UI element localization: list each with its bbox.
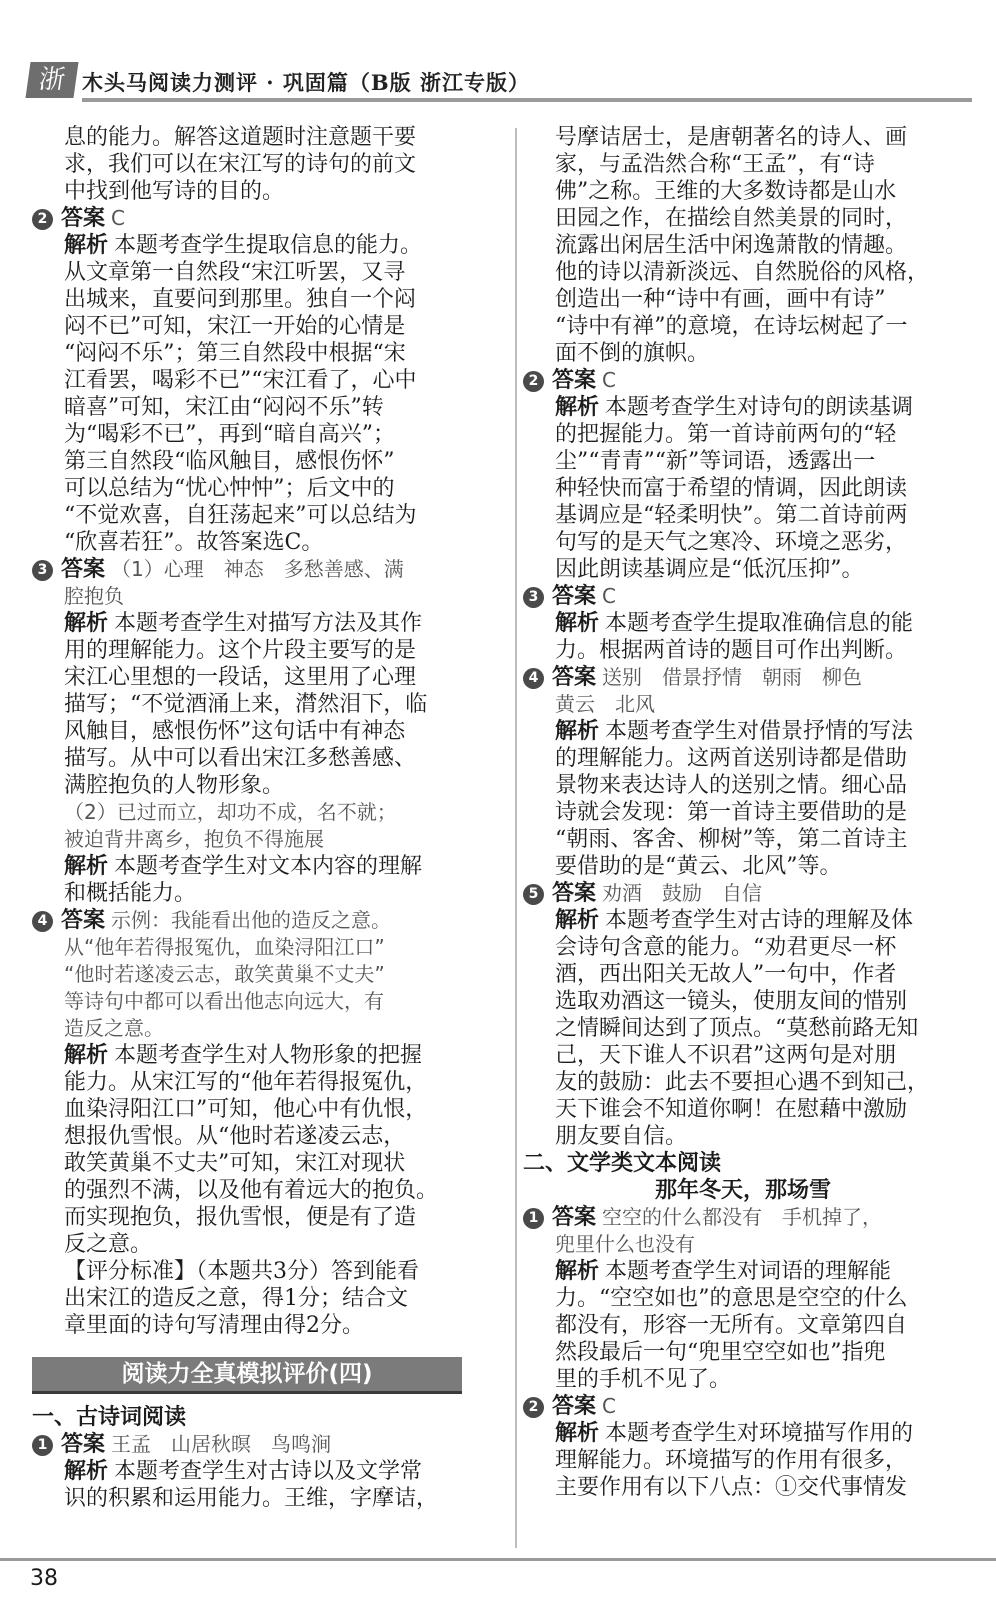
answer-text: C (602, 1394, 616, 1418)
text-line: 暗喜”可知，宋江由“闷闷不乐”转 (64, 395, 384, 420)
analysis-text: 本题考查学生对古诗以及文学常 (114, 1459, 423, 1484)
section-title: 一、古诗词阅读 (32, 1405, 187, 1430)
text-line: 景物来表达诗人的送别之情。细心品 (555, 773, 908, 798)
poetry-question-1 (32, 1431, 462, 1512)
answer-text: 空空的什么都没有 手机掉了， (602, 1205, 883, 1229)
answer-text: 黄云 北风 (555, 692, 655, 716)
analysis-label: 解析 (64, 610, 109, 636)
answer-text: C (602, 368, 616, 392)
answer-label: 答案 (552, 1393, 597, 1419)
text-line: 尘”“青青”“新”等词语，透露出一 (555, 449, 876, 474)
question-number-badge: 5 (523, 884, 544, 905)
text-line: 然段最后一句“兜里空空如也”指兜 (555, 1340, 886, 1365)
question-number-badge: 2 (523, 371, 544, 392)
text-line: 句写的是天气之寒冷、环境之恶劣， (555, 530, 908, 555)
text-line: 都没有，形容一无所有。文章第四自 (555, 1313, 908, 1338)
scoring-line: 【评分标准】（本题共3分）答到能看 (64, 1259, 419, 1284)
section-banner: 阅读力全真模拟评价(四) (32, 1357, 462, 1394)
page-number: 38 (30, 1566, 58, 1591)
analysis-text: 本题考查学生对描写方法及其作 (114, 611, 423, 636)
analysis-text: 本题考查学生对古诗的理解及体 (605, 908, 914, 933)
answer-text: 被迫背井离乡，抱负不得施展 (64, 827, 324, 851)
question-number-badge: 3 (523, 587, 544, 608)
analysis-text: 本题考查学生提取信息的能力。 (114, 233, 423, 258)
scoring-line: 章里面的诗句写清理由得2分。 (64, 1313, 364, 1338)
text-line: 之情瞬间达到了顶点。“莫愁前路无知 (555, 1016, 919, 1041)
column-divider (515, 128, 517, 1548)
text-line: “不觉欢喜，自狂荡起来”可以总结为 (64, 503, 417, 528)
left-column (32, 124, 462, 1512)
text-line: 要借助的是“黄云、北风”等。 (555, 854, 842, 879)
text-line: 的把握能力。第一首诗前两句的“轻 (555, 422, 897, 447)
text-line: 的理解能力。这两首送别诗都是借助 (555, 746, 908, 771)
poetry-question-5 (523, 880, 963, 1150)
answer-label: 答案 (61, 556, 106, 582)
analysis-text: 本题考查学生对人物形象的把握 (114, 1043, 423, 1068)
question-number-badge: 1 (32, 1435, 53, 1456)
analysis-label: 解析 (64, 232, 109, 258)
question-number-badge: 4 (523, 668, 544, 689)
answer-text: 兜里什么也没有 (555, 1232, 695, 1256)
question-number-badge: 1 (523, 1208, 544, 1229)
answer-label: 答案 (552, 664, 597, 690)
text-line: 江看罢，喝彩不已”“宋江看了，心中 (64, 368, 417, 393)
text-line: 反之意。 (64, 1232, 153, 1257)
text-line: 能力。从宋江写的“他年若得报冤仇， (64, 1070, 428, 1095)
text-line: 用的理解能力。这个片段主要写的是 (64, 638, 417, 663)
analysis-label: 解析 (555, 1258, 600, 1284)
text-line: 宋江心里想的一段话，这里用了心理 (64, 665, 417, 690)
poetry-question-2 (523, 367, 963, 583)
reading-question-2 (523, 1393, 963, 1501)
text-line: 田园之作，在描绘自然美景的同时， (555, 206, 908, 231)
analysis-label: 解析 (555, 394, 600, 420)
answer-text: 示例：我能看出他的造反之意。 (111, 908, 392, 932)
text-line: “朝雨、客舍、柳树”等，第二首诗主 (555, 827, 908, 852)
text-line: 会诗句含意的能力。“劝君更尽一杯 (555, 935, 897, 960)
text-line: 种轻快而富于希望的情调，因此朗读 (555, 476, 908, 501)
question-3 (32, 556, 462, 907)
text-line: 敢笑黄巢不丈夫”可知，宋江对现状 (64, 1151, 406, 1176)
text-line: 流露出闲居生活中闲逸萧散的情趣。 (555, 233, 908, 258)
question-number-badge: 2 (523, 1397, 544, 1418)
question-4 (32, 907, 462, 1339)
analysis-text: 本题考查学生提取准确信息的能 (605, 611, 914, 636)
text-line: 中找到他写诗的目的。 (64, 179, 285, 204)
page-header (0, 0, 996, 100)
answer-text: 从“他年若得报冤仇，血染浔阳江口” (64, 935, 385, 959)
analysis-label: 解析 (555, 907, 600, 933)
scoring-line: 出宋江的造反之意，得1分；结合文 (64, 1286, 408, 1311)
answer-text: 造反之意。 (64, 1016, 164, 1040)
text-line: 和概括能力。 (64, 881, 197, 906)
text-line: 描写。从中可以看出宋江多愁善感、 (64, 746, 417, 771)
analysis-text: 本题考查学生对环境描写作用的 (605, 1421, 914, 1446)
text-line: 的强烈不满，以及他有着远大的抱负。 (64, 1178, 439, 1203)
text-line: 求，我们可以在宋江写的诗句的前文 (64, 152, 417, 177)
analysis-label: 解析 (555, 610, 600, 636)
text-line: 佛”之称。王维的大多数诗都是山水 (555, 179, 897, 204)
text-line: 面不倒的旗帜。 (555, 341, 710, 366)
province-logo: 浙 (25, 62, 78, 98)
book-title: 木头马阅读力测评 · 巩固篇（B版 浙江专版） (82, 70, 530, 95)
text-line: 出城来，直要问到那里。独自一个闷 (64, 287, 417, 312)
analysis-text: 本题考查学生对词语的理解能 (605, 1259, 892, 1284)
analysis-label: 解析 (555, 718, 600, 744)
analysis-label: 解析 (64, 1458, 109, 1484)
analysis-label: 解析 (64, 853, 109, 879)
text-line: 闷不已”可知，宋江一开始的心情是 (64, 314, 406, 339)
text-line: 天下谁会不知道你啊！在慰藉中激励 (555, 1097, 908, 1122)
answer-label: 答案 (61, 1431, 106, 1457)
text-line: 描写；“不觉酒涌上来，潸然泪下，临 (64, 692, 428, 717)
text-line: 家，与孟浩然合称“王孟”，有“诗 (555, 152, 875, 177)
text-line: 酒，西出阳关无故人”一句中，作者 (555, 962, 897, 987)
text-line: 因此朗读基调应是“低沉压抑”。 (555, 557, 864, 582)
analysis-label: 解析 (64, 1042, 109, 1068)
answer-label: 答案 (552, 367, 597, 393)
header-rule (82, 98, 972, 102)
text-line: 风触目，感恨伤怀”这句话中有神态 (64, 719, 406, 744)
poetry-question-4 (523, 664, 963, 880)
text-line: 血染浔阳江口”可知，他心中有仇恨， (64, 1097, 428, 1122)
text-line: 己，天下谁人不识君”这两句是对朋 (555, 1043, 897, 1068)
text-line: 友的鼓励：此去不要担心遇不到知己， (555, 1070, 930, 1095)
answer-label: 答案 (61, 907, 106, 933)
analysis-text: 本题考查学生对借景抒情的写法 (605, 719, 914, 744)
answer-label: 答案 (552, 880, 597, 906)
text-line: 主要作用有以下八点：①交代事情发 (555, 1475, 908, 1500)
text-line: “闷闷不乐”；第三自然段中根据“宋 (64, 341, 406, 366)
answer-text: C (602, 584, 616, 608)
answer-text: （2）已过而立，却功不成，名不就； (64, 800, 397, 824)
reading-question-1 (523, 1204, 963, 1393)
left-intro (32, 124, 462, 205)
text-line: 力。“空空如也”的意思是空空的什么 (555, 1286, 908, 1311)
answer-label: 答案 (61, 205, 106, 231)
answer-text: C (111, 206, 125, 230)
right-intro (523, 124, 963, 367)
text-line: 号摩诘居士，是唐朝著名的诗人、画 (555, 125, 908, 150)
answer-label: 答案 (552, 1204, 597, 1230)
question-2 (32, 205, 462, 556)
story-title: 那年冬天，那场雪 (654, 1178, 831, 1203)
text-line: 想报仇雪恨。从“他时若遂凌云志， (64, 1124, 406, 1149)
text-line: 可以总结为“忧心忡忡”；后文中的 (64, 476, 395, 501)
text-line: 第三自然段“临风触目，感恨伤怀” (64, 449, 395, 474)
answer-label: 答案 (552, 583, 597, 609)
text-line: 息的能力。解答这道题时注意题干要 (64, 125, 417, 150)
text-line: 基调应是“轻柔明快”。第二首诗前两 (555, 503, 908, 528)
text-line: 选取劝酒这一镜头，使朋友间的惜别 (555, 989, 908, 1014)
section-title: 二、文学类文本阅读 (523, 1151, 722, 1176)
text-line: 力。根据两首诗的题目可作出判断。 (555, 638, 908, 663)
text-line: 朋友要自信。 (555, 1124, 688, 1149)
answer-text: 王孟 山居秋暝 鸟鸣涧 (111, 1432, 332, 1456)
text-line: 从文章第一自然段“宋江听罢，又寻 (64, 260, 406, 285)
poetry-question-3 (523, 583, 963, 664)
text-line: 满腔抱负的人物形象。 (64, 773, 285, 798)
text-line: “诗中有禅”的意境，在诗坛树起了一 (555, 314, 908, 339)
answer-text: “他时若遂凌云志，敢笑黄巢不丈夫” (64, 962, 385, 986)
text-line: 里的手机不见了。 (555, 1367, 732, 1392)
text-line: “欣喜若狂”。故答案选C。 (64, 530, 324, 555)
analysis-text: 本题考查学生对诗句的朗读基调 (605, 395, 914, 420)
question-number-badge: 2 (32, 209, 53, 230)
answer-text: （1）心理 神态 多愁善感、满 (111, 557, 404, 581)
analysis-text: 本题考查学生对文本内容的理解 (114, 854, 423, 879)
answer-text: 等诗句中都可以看出他志向远大，有 (64, 989, 384, 1013)
analysis-label: 解析 (555, 1420, 600, 1446)
right-column (523, 124, 963, 1501)
answer-text: 劝酒 鼓励 自信 (602, 881, 763, 905)
footer-rule (0, 1558, 996, 1561)
text-line: 为“喝彩不已”，再到“暗自高兴”； (64, 422, 395, 447)
text-line: 而实现抱负，报仇雪恨，便是有了造 (64, 1205, 417, 1230)
text-line: 识的积累和运用能力。王维，字摩诘， (64, 1486, 439, 1511)
text-line: 诗就会发现：第一首诗主要借助的是 (555, 800, 908, 825)
question-number-badge: 3 (32, 560, 53, 581)
text-line: 创造出一种“诗中有画，画中有诗” (555, 287, 886, 312)
answer-text: 腔抱负 (64, 584, 124, 608)
text-line: 理解能力。环境描写的作用有很多， (555, 1448, 908, 1473)
text-line: 他的诗以清新淡远、自然脱俗的风格， (555, 260, 930, 285)
question-number-badge: 4 (32, 911, 53, 932)
answer-text: 送别 借景抒情 朝雨 柳色 (602, 665, 863, 689)
